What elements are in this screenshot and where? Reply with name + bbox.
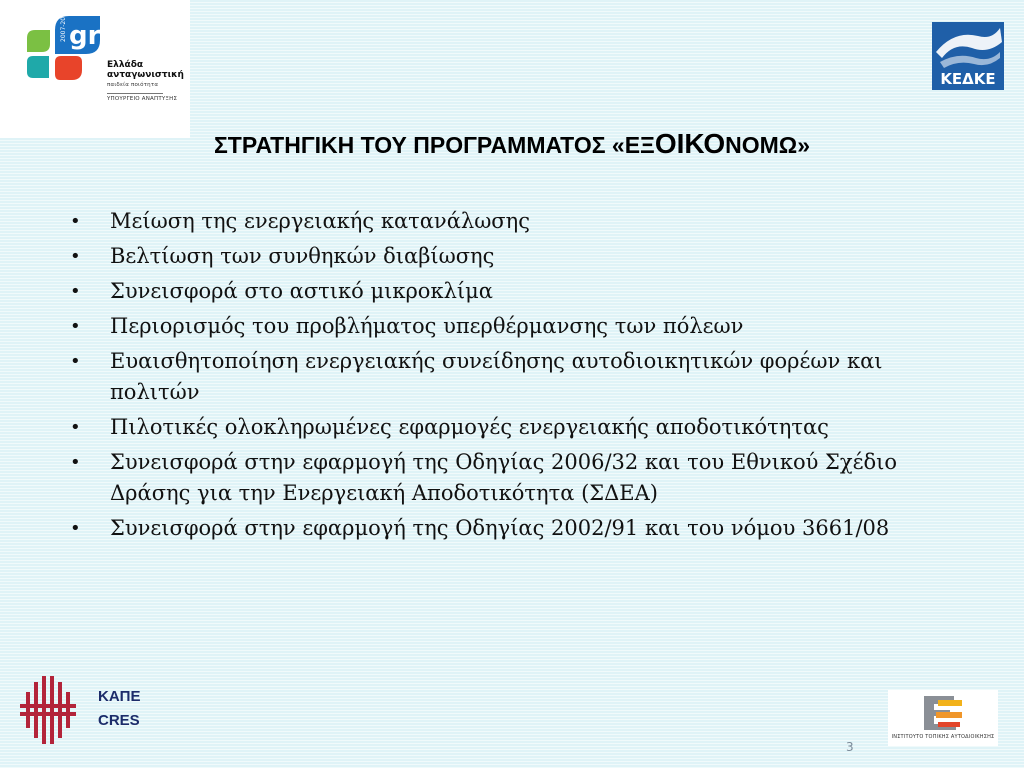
bullet-item [70, 241, 970, 272]
bullet-icon: • [70, 211, 81, 232]
bullet-icon: • [70, 246, 81, 267]
bullet-item [70, 513, 970, 544]
bullet-text: Πιλοτικές ολοκληρωμένες εφαρμογές ενεργειακής αποδοτικότητας [110, 415, 829, 439]
bullet-text: Συνεισφορά στην εφαρμογή της Οδηγίας 2006/32 και του Εθνικού Σχέδιο Δράσης για την Ενεργειακή Αποδοτικότητα (ΣΔΕΑ) [110, 450, 898, 505]
bullet-item [70, 412, 970, 443]
bullet-text: Περιορισμός του προβλήματος υπερθέρμανσης των πόλεων [110, 314, 744, 338]
bullet-icon: • [70, 351, 81, 372]
bullet-item [70, 346, 970, 408]
gr-competitiveness-logo [0, 0, 190, 138]
cres-logo-line1: ΚΑΠΕ [98, 688, 141, 705]
institute-logo-emblem [888, 690, 998, 734]
gr-logo-line3: παιδεία ποιότητα [107, 82, 159, 88]
slide-title-part1: ΣΤΡΑΤΗΓΙΚΗ ΤΟΥ ΠΡΟΓΡΑΜΜΑΤΟΣ «ΕΞ [213, 132, 655, 158]
svg-text:2007-2013: 2007-2013 [60, 9, 67, 42]
gr-logo-line1: Ελλάδα [107, 60, 144, 70]
bullet-text: Συνεισφορά στο αστικό μικροκλίμα [110, 279, 493, 303]
bullet-item [70, 276, 970, 307]
strategy-bullet-list [70, 206, 970, 548]
bullet-text: Βελτίωση των συνθηκών διαβίωσης [110, 244, 495, 268]
bullet-icon: • [70, 518, 81, 539]
bullet-text: Ευαισθητοποίηση ενεργειακής συνείδησης αυτοδιοικητικών φορέων και πολιτών [110, 349, 883, 404]
kedke-logo [932, 22, 1004, 90]
slide-title [0, 128, 1024, 160]
kedke-logo-graphic [932, 22, 1004, 90]
svg-text:ΚΕΔΚΕ: ΚΕΔΚΕ [940, 70, 996, 88]
svg-text:gr: gr [69, 21, 101, 51]
bullet-icon: • [70, 452, 81, 473]
cres-logo-line2: CRES [98, 712, 140, 729]
slide-title-part3: ΝΟΜΩ» [725, 132, 811, 158]
gr-logo-line2: ανταγωνιστική [107, 70, 184, 80]
bullet-text: Συνεισφορά στην εφαρμογή της Οδηγίας 2002/91 και του νόμου 3661/08 [110, 516, 890, 540]
bullet-item [70, 206, 970, 237]
bullet-icon: • [70, 316, 81, 337]
gr-logo-graphic [0, 0, 190, 138]
bullet-text: Μείωση της ενεργειακής κατανάλωσης [110, 209, 530, 233]
gr-logo-divider [107, 93, 163, 94]
bullet-icon: • [70, 417, 81, 438]
bullet-item [70, 447, 970, 509]
bullet-item [70, 311, 970, 342]
cres-logo [18, 674, 141, 746]
bullet-icon: • [70, 281, 81, 302]
institute-logo-caption: ΙΝΣΤΙΤΟΥΤΟ ΤΟΠΙΚΗΣ ΑΥΤΟΔΙΟΙΚΗΣΗΣ [891, 734, 995, 740]
institute-logo [888, 690, 998, 746]
slide-page-number: 3 [846, 740, 854, 754]
slide-title-emphasis: ΟΙΚΟ [654, 128, 726, 159]
gr-logo-ministry: ΥΠΟΥΡΓΕΙΟ ΑΝΑΠΤΥΞΗΣ [107, 96, 178, 102]
cres-logo-emblem [18, 674, 78, 746]
